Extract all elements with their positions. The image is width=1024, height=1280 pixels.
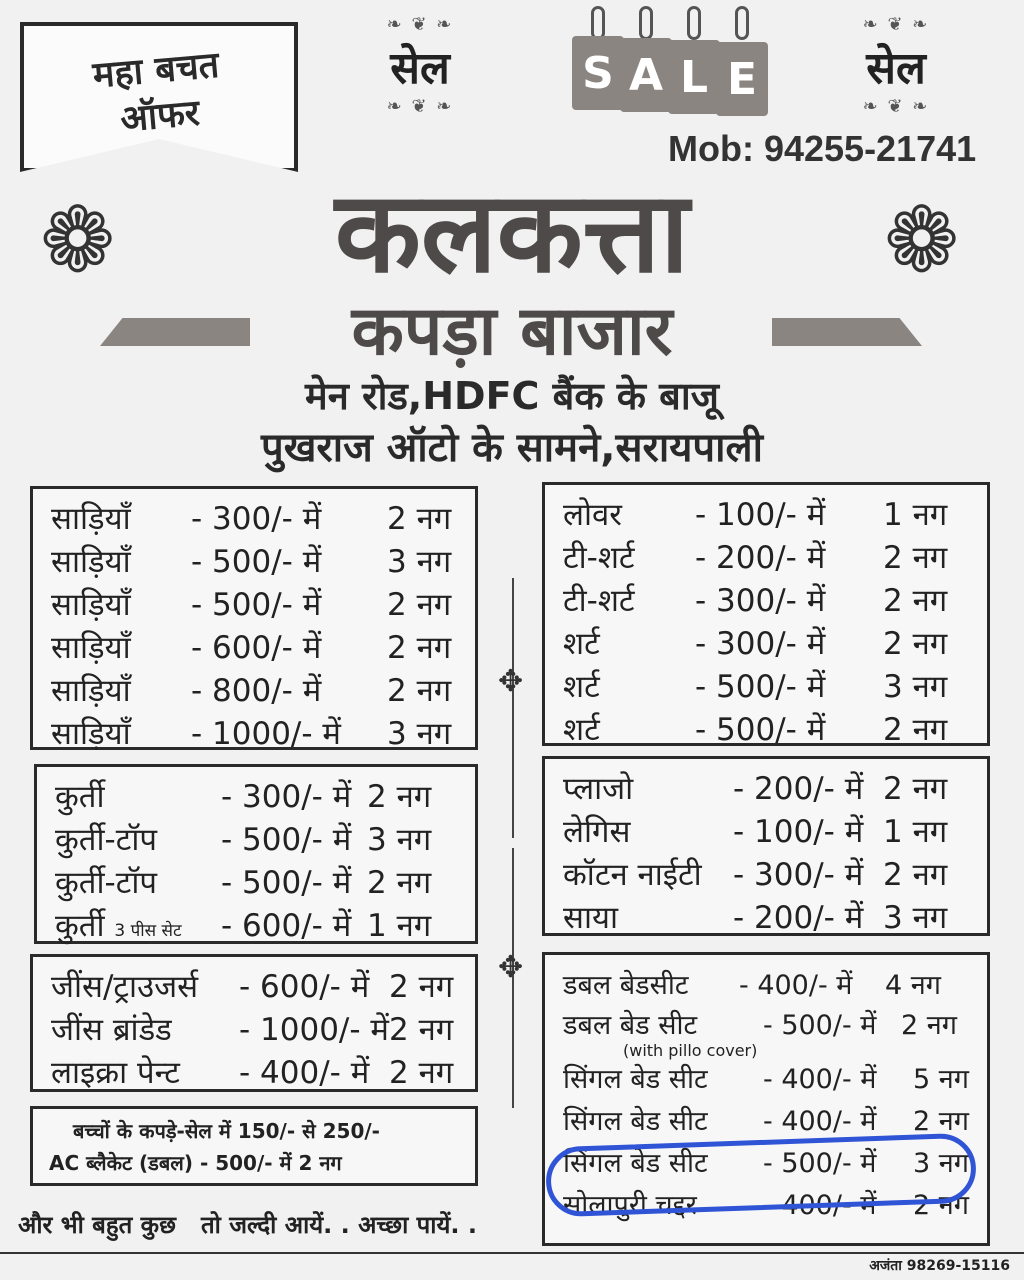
item-price: - 500/- में bbox=[695, 712, 826, 748]
item-name: जींस ब्रांडेड bbox=[51, 1012, 172, 1048]
item-qty: 2 नग bbox=[913, 1106, 969, 1137]
item-price: - 500/- में bbox=[221, 822, 352, 858]
item-qty: 3 नग bbox=[883, 669, 948, 705]
item-name: डबल बेड सीट bbox=[563, 1010, 698, 1041]
item-name: साड़ियाँ bbox=[51, 716, 131, 752]
price-row bbox=[563, 493, 969, 536]
kids-line-2: AC ब्लैकेट (डबल) - 500/- में 2 नग bbox=[49, 1151, 342, 1175]
item-name: लाइक्रा पेन्ट bbox=[51, 1055, 180, 1091]
sale-tag-s: S bbox=[572, 36, 624, 110]
item-name: साड़ियाँ bbox=[51, 630, 131, 666]
item-price: - 300/- में bbox=[695, 583, 826, 619]
item-name: सिंगल बेड सीट bbox=[563, 1106, 708, 1137]
item-qty: 2 नग bbox=[883, 626, 948, 662]
price-row bbox=[563, 853, 969, 896]
item-name: लेगिस bbox=[563, 814, 631, 850]
ornament-bottom-left: ❧ ❦ ❧ bbox=[386, 96, 454, 117]
ribbon-line-2: ऑफर bbox=[118, 92, 202, 141]
item-price: - 500/- में bbox=[763, 1148, 877, 1179]
item-name: कुर्ती bbox=[55, 779, 105, 815]
price-box-ladies bbox=[542, 756, 990, 936]
price-row bbox=[563, 965, 969, 1005]
shop-name: कलकत्ता bbox=[334, 168, 690, 298]
tag-ring-icon bbox=[639, 6, 653, 40]
sale-tags bbox=[572, 6, 772, 116]
item-qty: 3 नग bbox=[883, 900, 948, 936]
center-divider bbox=[512, 578, 514, 838]
item-price: - 1000/- में bbox=[239, 1012, 389, 1048]
divider-ornament-icon: ✥ bbox=[498, 664, 524, 699]
item-name: सिंगल बेड सीट bbox=[563, 1064, 708, 1095]
item-name: कुर्ती-टॉप bbox=[55, 822, 157, 858]
item-name: साड़ियाँ bbox=[51, 544, 131, 580]
item-price: - 500/- में bbox=[191, 587, 322, 623]
item-name: टी-शर्ट bbox=[563, 540, 635, 576]
price-row bbox=[563, 536, 969, 579]
kids-line-1: बच्चों के कपड़े-सेल में 150/- से 250/- bbox=[73, 1119, 380, 1143]
printer-credit: अजंता 98269-15116 bbox=[869, 1258, 1010, 1274]
price-row bbox=[51, 712, 457, 755]
item-name: साया bbox=[563, 900, 618, 936]
footer-slogan: और भी बहुत कुछ तो जल्दी आयें. . अच्छा पायें. . bbox=[18, 1211, 478, 1239]
ribbon-line-1: महा बचत bbox=[91, 44, 221, 97]
item-price: - 800/- में bbox=[191, 673, 322, 709]
item-price: - 600/- में bbox=[239, 969, 370, 1005]
item-qty: 2 नग bbox=[387, 501, 452, 537]
tag-ring-icon bbox=[687, 6, 701, 40]
item-qty: 2 नग bbox=[387, 673, 452, 709]
item-price: - 200/- में bbox=[695, 540, 826, 576]
item-qty: 1 नग bbox=[883, 497, 948, 533]
item-name: सिंगल बेड सीट bbox=[563, 1148, 708, 1179]
item-qty: 4 नग bbox=[885, 970, 941, 1001]
item-price: - 500/- में bbox=[763, 1010, 877, 1041]
item-name: कुर्ती-टॉप bbox=[55, 865, 157, 901]
price-row bbox=[563, 708, 969, 751]
mobile-number: Mob: 94255-21741 bbox=[668, 128, 977, 169]
price-row bbox=[563, 1059, 969, 1101]
item-qty: 3 नग bbox=[913, 1148, 969, 1179]
item-name: डबल बेडसीट bbox=[563, 970, 689, 1001]
item-qty: 2 नग bbox=[367, 779, 432, 815]
sale-label-right: सेल bbox=[866, 43, 926, 94]
ornament-top-left: ❧ ❦ ❧ bbox=[386, 14, 454, 35]
tag-ring-icon bbox=[735, 6, 749, 40]
price-row bbox=[563, 810, 969, 853]
price-row bbox=[563, 622, 969, 665]
item-qty: 5 नग bbox=[913, 1064, 969, 1095]
price-row bbox=[55, 775, 457, 818]
item-name: टी-शर्ट bbox=[563, 583, 635, 619]
item-price: - 300/- में bbox=[191, 501, 322, 537]
item-qty: 2 नग bbox=[367, 865, 432, 901]
price-row bbox=[51, 497, 457, 540]
item-qty: 2 नग bbox=[389, 1055, 454, 1091]
price-row bbox=[563, 579, 969, 622]
item-qty: 2 नग bbox=[389, 969, 454, 1005]
sale-label-left: सेल bbox=[390, 43, 450, 94]
item-qty: 2 नग bbox=[883, 771, 948, 807]
sale-tag-a: A bbox=[620, 38, 672, 112]
item-price: - 300/- में bbox=[733, 857, 864, 893]
item-price: - 1000/- में bbox=[191, 716, 341, 752]
item-qty: 1 नग bbox=[883, 814, 948, 850]
item-qty: 2 नग bbox=[913, 1190, 969, 1221]
item-qty: 2 नग bbox=[389, 1012, 454, 1048]
price-row bbox=[563, 665, 969, 708]
item-name: लोवर bbox=[563, 497, 622, 533]
item-qty: 2 नग bbox=[901, 1010, 957, 1041]
price-row bbox=[51, 965, 457, 1008]
item-price: - 300/- में bbox=[221, 779, 352, 815]
item-qty: 2 नग bbox=[883, 540, 948, 576]
price-row bbox=[563, 1005, 969, 1041]
item-qty: 1 नग bbox=[367, 908, 432, 944]
item-name: कॉटन नाईटी bbox=[563, 857, 702, 893]
item-price: - 500/- में bbox=[191, 544, 322, 580]
item-price: - 400/- में bbox=[763, 1064, 877, 1095]
item-price: - 600/- में bbox=[191, 630, 322, 666]
divider-ornament-icon: ✥ bbox=[498, 950, 524, 985]
flourish-left-icon: ❁ bbox=[40, 188, 116, 293]
item-name: साड़ियाँ bbox=[51, 673, 131, 709]
price-box-kurti bbox=[34, 764, 478, 944]
kids-box bbox=[30, 1106, 478, 1186]
item-name: कुर्ती bbox=[55, 908, 105, 944]
item-name: शर्ट bbox=[563, 712, 600, 748]
item-price: - 100/- में bbox=[695, 497, 826, 533]
item-price: - 600/- में bbox=[221, 908, 352, 944]
price-row bbox=[51, 669, 457, 712]
ornament-top-right: ❧ ❦ ❧ bbox=[862, 14, 930, 35]
price-row bbox=[55, 904, 457, 947]
item-price: - 200/- में bbox=[733, 900, 864, 936]
pillow-cover-note: (with pillo cover) bbox=[623, 1041, 758, 1060]
item-name: साड़ियाँ bbox=[51, 587, 131, 623]
sale-tag-e: E bbox=[716, 42, 768, 116]
item-price: - 400/- में bbox=[239, 1055, 370, 1091]
item-name: सोलापुरी चद्दर bbox=[563, 1190, 697, 1221]
price-row bbox=[51, 583, 457, 626]
price-box-mens bbox=[542, 482, 990, 746]
address-line-1: मेन रोड,HDFC बैंक के बाजू bbox=[305, 374, 719, 418]
price-row bbox=[51, 540, 457, 583]
bottom-rule bbox=[0, 1252, 1024, 1254]
item-price: - 400/- में bbox=[763, 1190, 877, 1221]
item-price: - 100/- में bbox=[733, 814, 864, 850]
item-price: - 500/- में bbox=[221, 865, 352, 901]
price-box-jeans bbox=[30, 954, 478, 1092]
price-row bbox=[51, 626, 457, 669]
item-name: शर्ट bbox=[563, 669, 600, 705]
highlight-circle bbox=[545, 1133, 977, 1218]
tag-ring-icon bbox=[591, 6, 605, 40]
item-name: जींस/ट्राउजर्स bbox=[51, 969, 199, 1005]
item-name: शर्ट bbox=[563, 626, 600, 662]
item-price: - 300/- में bbox=[695, 626, 826, 662]
item-price: - 500/- में bbox=[695, 669, 826, 705]
item-qty: 3 नग bbox=[387, 544, 452, 580]
item-qty: 3 नग bbox=[367, 822, 432, 858]
item-note: 3 पीस सेट bbox=[114, 921, 182, 941]
item-price: - 200/- में bbox=[733, 771, 864, 807]
item-qty: 2 नग bbox=[387, 587, 452, 623]
price-row bbox=[563, 767, 969, 810]
item-price: - 400/- में bbox=[763, 1106, 877, 1137]
price-row bbox=[51, 1008, 457, 1051]
price-box-sarees bbox=[30, 486, 478, 750]
item-qty: 2 नग bbox=[883, 583, 948, 619]
shop-subtitle: कपड़ा बाजार bbox=[351, 292, 673, 371]
price-row bbox=[55, 818, 457, 861]
ornament-bottom-right: ❧ ❦ ❧ bbox=[862, 96, 930, 117]
sale-tag-l: L bbox=[668, 40, 720, 114]
item-qty: 2 नग bbox=[883, 712, 948, 748]
price-row bbox=[51, 1051, 457, 1094]
item-qty: 2 नग bbox=[883, 857, 948, 893]
address-line-2: पुखराज ऑटो के सामने,सरायपाली bbox=[260, 425, 763, 471]
price-row bbox=[563, 896, 969, 939]
item-name: साड़ियाँ bbox=[51, 501, 131, 537]
item-qty: 3 नग bbox=[387, 716, 452, 752]
item-name: प्लाजो bbox=[563, 771, 634, 807]
flourish-right-icon: ❁ bbox=[884, 188, 960, 293]
price-row bbox=[55, 861, 457, 904]
item-qty: 2 नग bbox=[387, 630, 452, 666]
item-price: - 400/- में bbox=[739, 970, 853, 1001]
